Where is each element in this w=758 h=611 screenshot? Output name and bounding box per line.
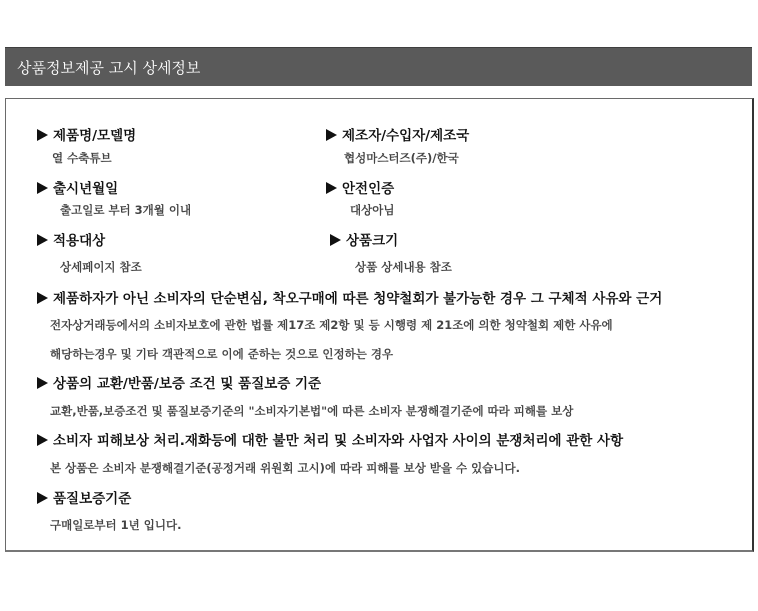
manufacturer-label: 제조자/수입자/제조국	[326, 124, 469, 144]
manufacturer-value: 협성마스터즈(주)/한국	[344, 151, 459, 165]
triangle-bullet-icon	[37, 292, 48, 304]
triangle-bullet-icon	[37, 182, 48, 194]
withdrawal-value-line1: 전자상거래등에서의 소비자보호에 관한 법률 제17조 제2항 및 등 시행령 제 21조에 의한 청약철회 제한 사유에	[50, 318, 613, 332]
safety-cert-value: 대상아님	[350, 203, 395, 217]
withdrawal-value-line2: 해당하는경우 및 기타 객관적으로 이에 준하는 것으로 인정하는 경우	[50, 347, 394, 361]
section-title: 상품정보제공 고시 상세정보	[17, 59, 201, 77]
compensation-label: 소비자 피해보상 처리.재화등에 대한 불만 처리 및 소비자와 사업자 사이의 분쟁처리에 관한 사항	[37, 429, 623, 449]
triangle-bullet-icon	[37, 492, 48, 504]
warranty-value: 구매일로부터 1년 입니다.	[50, 518, 182, 532]
triangle-bullet-icon	[37, 129, 48, 141]
size-label: 상품크기	[330, 229, 398, 249]
exchange-value: 교환,반품,보증조건 및 품질보증기준의 "소비자기본법"에 따른 소비자 분쟁해결기준에 따라 피해를 보상	[50, 404, 574, 418]
release-date-value: 출고일로 부터 3개월 이내	[60, 203, 192, 217]
size-value: 상품 상세내용 참조	[355, 260, 452, 274]
triangle-bullet-icon	[37, 434, 48, 446]
warranty-label: 품질보증기준	[37, 487, 131, 507]
product-name-value: 열 수축튜브	[52, 151, 112, 165]
target-label: 적용대상	[37, 229, 105, 249]
triangle-bullet-icon	[326, 182, 337, 194]
release-date-label: 출시년월일	[37, 177, 118, 197]
triangle-bullet-icon	[330, 234, 341, 246]
exchange-label: 상품의 교환/반품/보증 조건 및 품질보증 기준	[37, 372, 321, 392]
withdrawal-label: 제품하자가 아닌 소비자의 단순변심, 착오구매에 따른 청약철회가 불가능한 경우 그 구체적 사유와 근거	[37, 287, 662, 307]
compensation-value: 본 상품은 소비자 분쟁해결기준(공정거래 위원회 고시)에 따라 피해를 보상 받을 수 있습니다.	[50, 461, 520, 475]
info-table	[5, 98, 754, 552]
product-name-label: 제품명/모델명	[37, 124, 136, 144]
triangle-bullet-icon	[37, 234, 48, 246]
target-value: 상세페이지 참조	[60, 260, 142, 274]
section-header	[5, 47, 752, 86]
safety-cert-label: 안전인증	[326, 177, 394, 197]
triangle-bullet-icon	[326, 129, 337, 141]
triangle-bullet-icon	[37, 377, 48, 389]
